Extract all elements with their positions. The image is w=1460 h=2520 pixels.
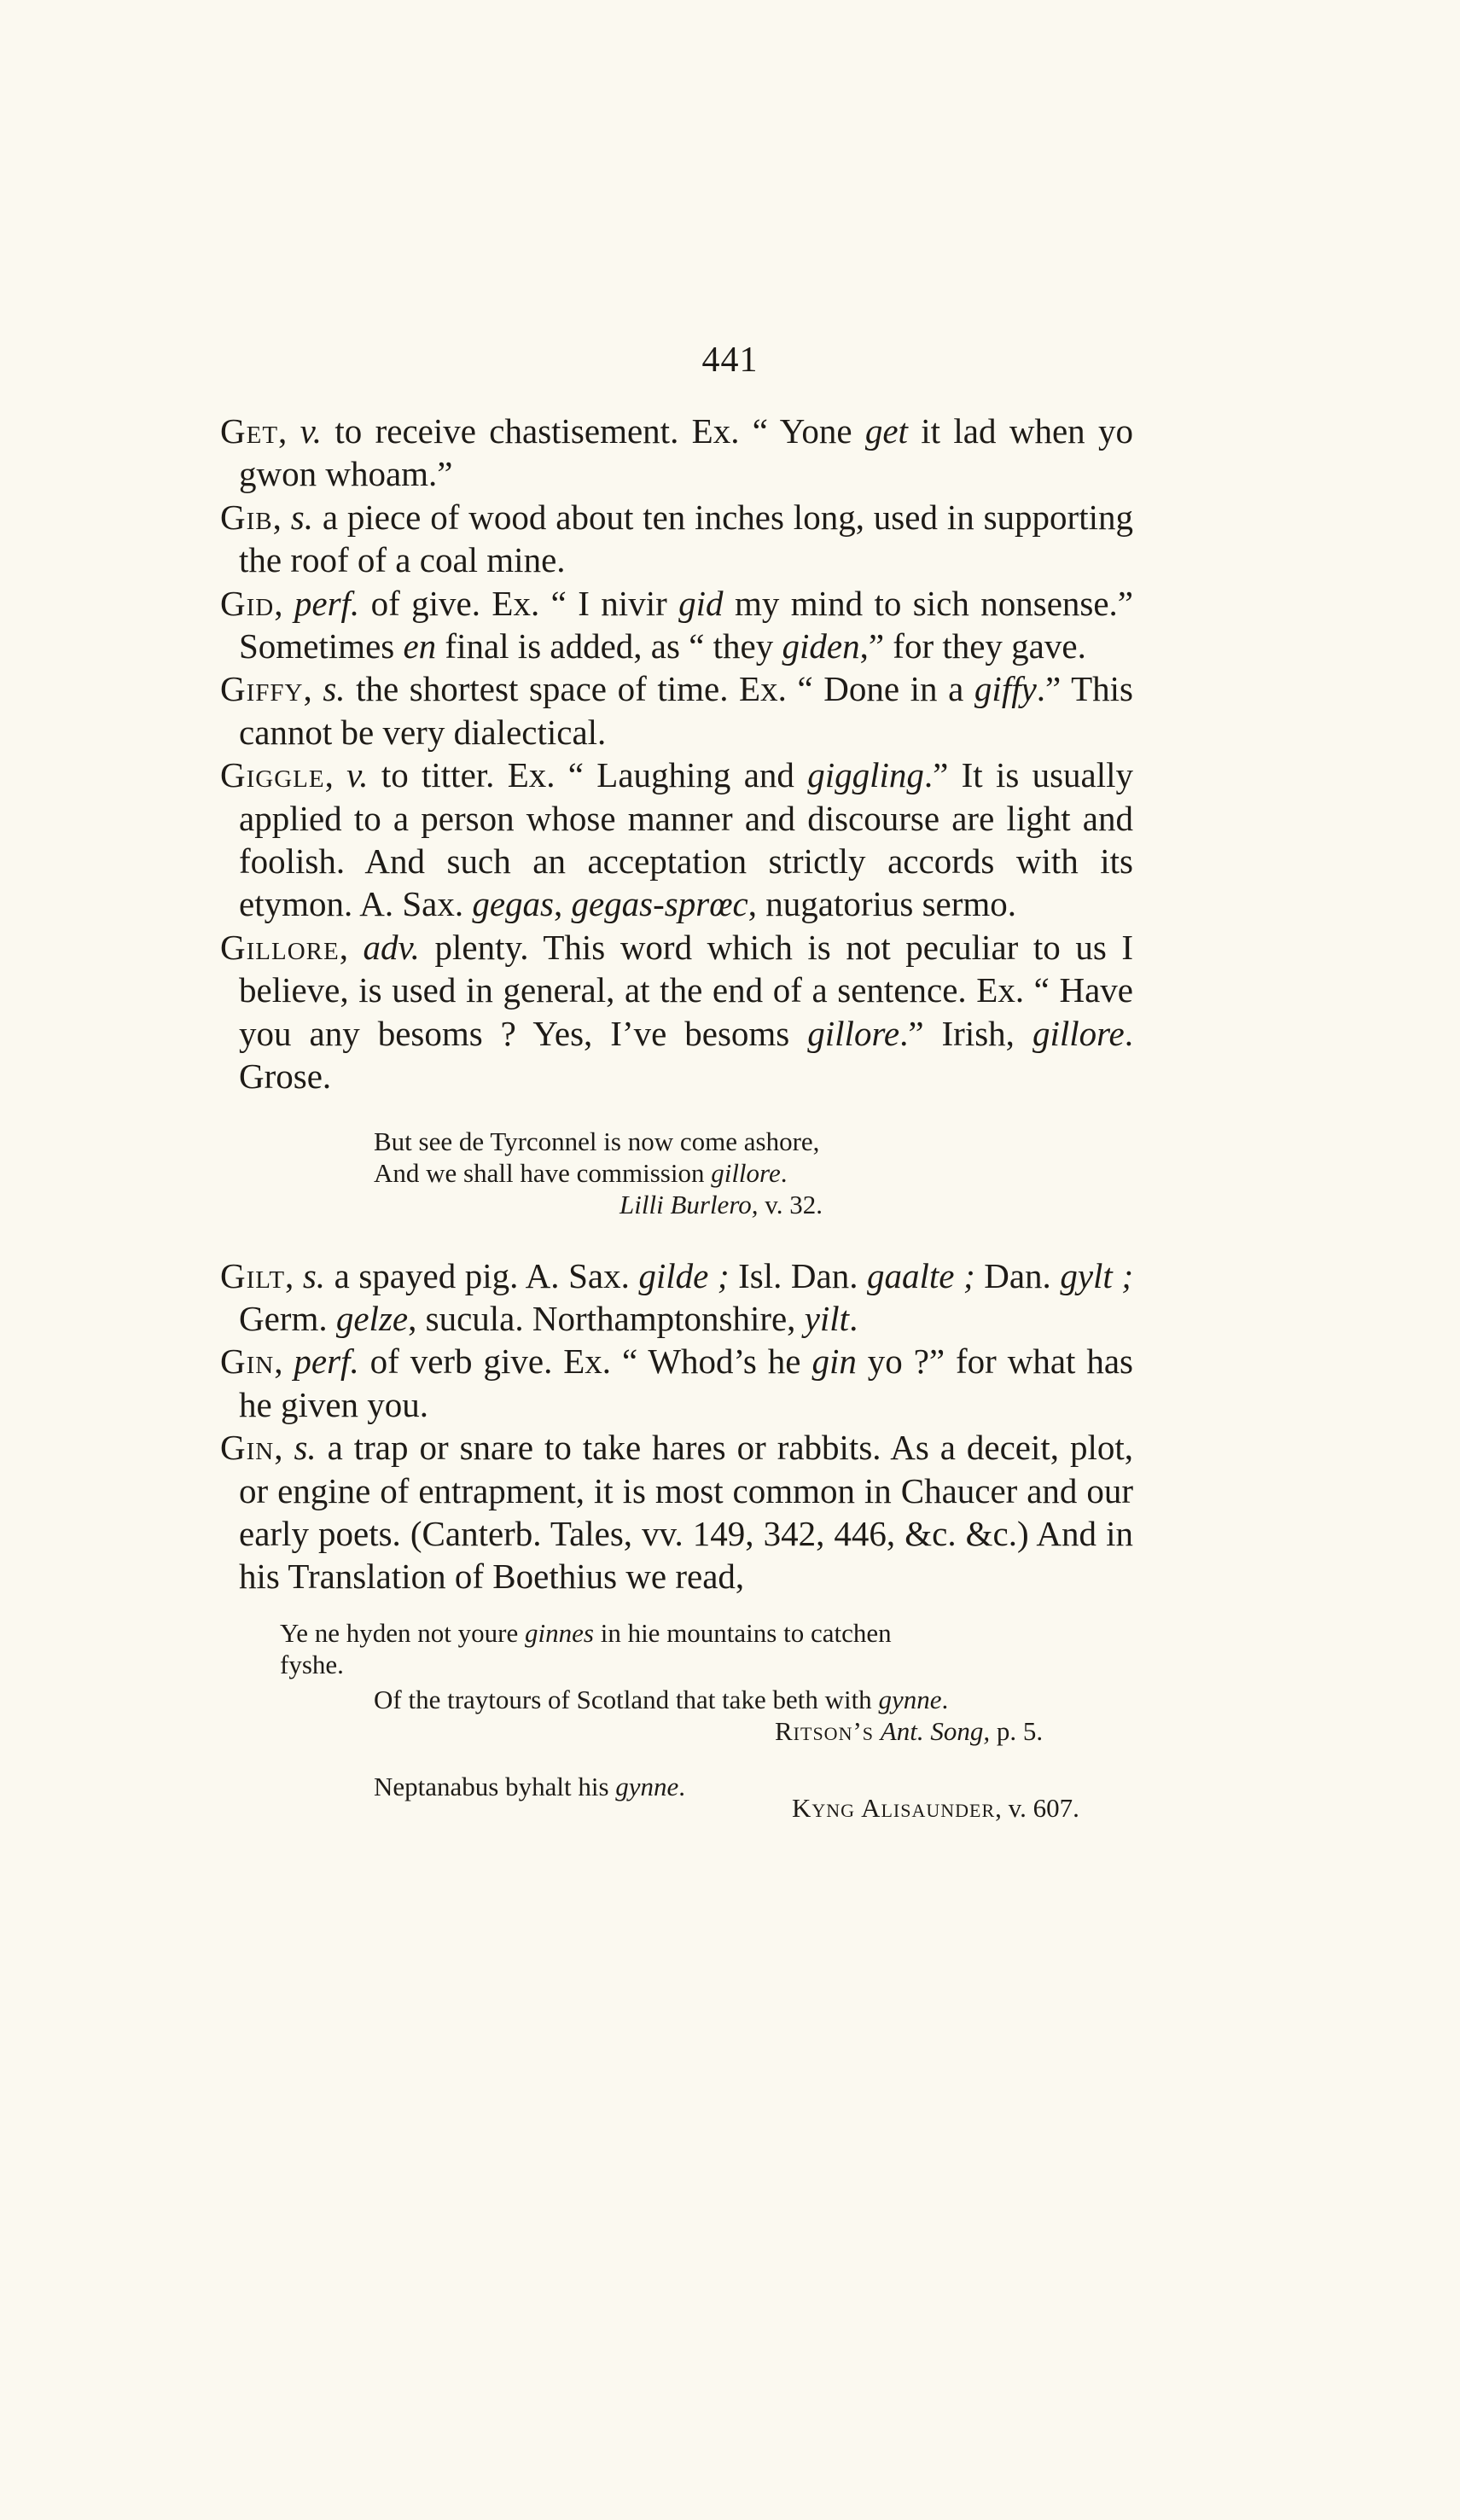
headword: Get: [220, 411, 279, 451]
headword: Giggle: [220, 755, 325, 795]
page-number: 441: [701, 340, 759, 380]
dictionary-entry: [220, 754, 1133, 926]
definition: , s. the shortest space of time. Ex. “ Done in a giffy.” This cannot be very dialectical.: [239, 669, 1133, 752]
definition: , v. to receive chastisement. Ex. “ Yone get it lad when yo gwon whoam.”: [239, 411, 1133, 494]
quotation-gin: [280, 1617, 1133, 1824]
dictionary-entry: [220, 667, 1133, 754]
quote-source: Ritson’s Ant. Song, p. 5.: [775, 1715, 1044, 1746]
dictionary-entry: [220, 1340, 1133, 1426]
definition: , perf. of give. Ex. “ I nivir gid my mind to sich nonsense.” Sometimes en final is added, as “ they giden,” for they gave.: [239, 583, 1133, 666]
dictionary-entry: [220, 582, 1133, 668]
dictionary-entry: [220, 496, 1133, 582]
headword: Gilt: [220, 1255, 286, 1295]
definition: , s. a spayed pig. A. Sax. gilde ; Isl. Dan. gaalte ; Dan. gylt ; Germ. gelze, sucula. Northamptonshire, yilt.: [239, 1255, 1134, 1338]
definition: , adv. plenty. This word which is not peculiar to us I believe, is used in general, at the end of a sentence. Ex. “ Have you any besoms ? Yes, I’ve besoms gillore.” Irish, gillore. Grose.: [239, 927, 1133, 1097]
entries-group-1: [220, 410, 1133, 1098]
quote-line: fyshe.: [280, 1649, 344, 1679]
dictionary-text: [220, 410, 1133, 1824]
quote-source: Lilli Burlero, v. 32.: [619, 1189, 823, 1219]
quote-source: Kyng Alisaunder, v. 607.: [792, 1792, 1079, 1823]
dictionary-entry: [220, 1254, 1133, 1341]
headword: Gib: [220, 497, 273, 537]
dictionary-entry: [220, 410, 1133, 496]
definition: , s. a piece of wood about ten inches long, used in supporting the roof of a coal mine.: [239, 497, 1133, 580]
quote-line: Neptanabus byhalt his gynne.: [374, 1771, 686, 1801]
definition: , s. a trap or snare to take hares or rabbits. As a deceit, plot, or engine of entrapment, it is most common in Chaucer and our early poets. (Canterb. Tales, vv. 149, 342, 446, &c. &c.) And in his Translation of Boethius we read,: [239, 1428, 1134, 1597]
definition: , perf. of verb give. Ex. “ Whod’s he gin yo ?” for what has he given you.: [239, 1341, 1134, 1424]
definition: , v. to titter. Ex. “ Laughing and giggling.” It is usually applied to a person whose manner and discourse are light and foolish. And such an acceptation strictly accords with its etymon. A. Sax. gegas, gegas-sprœc, nugatorius sermo.: [239, 755, 1134, 924]
dictionary-entry: [220, 1426, 1133, 1598]
headword: Gin: [220, 1341, 275, 1382]
headword: Gin: [220, 1428, 275, 1468]
dictionary-entry: [220, 926, 1133, 1098]
quote-line: And we shall have commission gillore.: [374, 1157, 788, 1188]
quote-line: Of the traytours of Scotland that take beth with gynne.: [374, 1684, 949, 1714]
entries-group-2: [220, 1254, 1133, 1598]
quote-line: Ye ne hyden not youre ginnes in hie mountains to catchen: [280, 1617, 892, 1648]
headword: Gid: [220, 583, 275, 623]
headword: Giffy: [220, 669, 304, 709]
quote-line: But see de Tyrconnel is now come ashore,: [374, 1126, 820, 1156]
quotation-lilli-burlero: [374, 1126, 1133, 1220]
headword: Gillore: [220, 927, 340, 967]
